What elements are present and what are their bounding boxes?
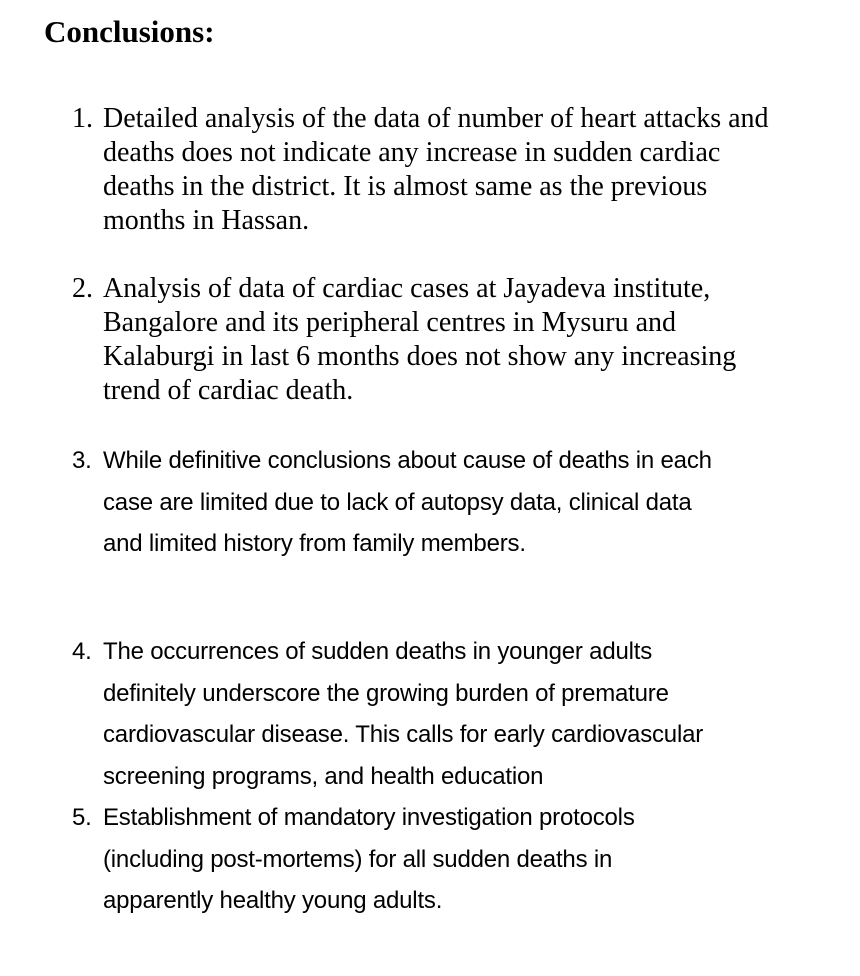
item-number: 4. <box>72 638 92 665</box>
item-text <box>103 272 832 408</box>
item-line: While definitive conclusions about cause of deaths in each <box>103 447 712 474</box>
item-line: trend of cardiac death. <box>103 375 354 406</box>
item-line: case are limited due to lack of autopsy data, clinical data <box>103 488 692 516</box>
item-line: deaths in the district. It is almost same as the previous <box>103 171 708 202</box>
item-text <box>103 797 832 922</box>
conclusion-item-2 <box>72 272 832 408</box>
item-line: The occurrences of sudden deaths in younger adults <box>103 638 653 665</box>
item-number: 2. <box>72 273 93 304</box>
item-line: Analysis of data of cardiac cases at Jayadeva institute, <box>103 273 711 304</box>
item-line: Detailed analysis of the data of number of heart attacks and <box>103 103 769 134</box>
item-text <box>103 440 832 565</box>
conclusion-item-5 <box>72 797 832 922</box>
item-line: months in Hassan. <box>103 205 310 236</box>
conclusion-item-1 <box>72 102 832 238</box>
item-number: 3. <box>72 447 92 474</box>
item-number: 5. <box>72 804 92 831</box>
item-number: 1. <box>72 103 93 134</box>
item-line: definitely underscore the growing burden of premature <box>103 679 669 707</box>
conclusions-heading: Conclusions: <box>44 14 215 49</box>
conclusion-item-3 <box>72 440 832 565</box>
item-line: Kalaburgi in last 6 months does not show any increasing <box>103 341 737 372</box>
item-line: cardiovascular disease. This calls for early cardiovascular <box>103 721 704 748</box>
item-line: Establishment of mandatory investigation protocols <box>103 804 635 831</box>
item-line: deaths does not indicate any increase in sudden cardiac <box>103 137 721 168</box>
item-line: (including post-mortems) for all sudden deaths in <box>103 845 613 873</box>
item-line: Bangalore and its peripheral centres in Mysuru and <box>103 307 677 338</box>
item-line: apparently healthy young adults. <box>103 887 443 914</box>
conclusion-item-4 <box>72 631 832 797</box>
item-text <box>103 102 832 238</box>
item-text <box>103 631 832 797</box>
item-line: screening programs, and health education <box>103 762 544 790</box>
item-line: and limited history from family members. <box>103 530 526 557</box>
